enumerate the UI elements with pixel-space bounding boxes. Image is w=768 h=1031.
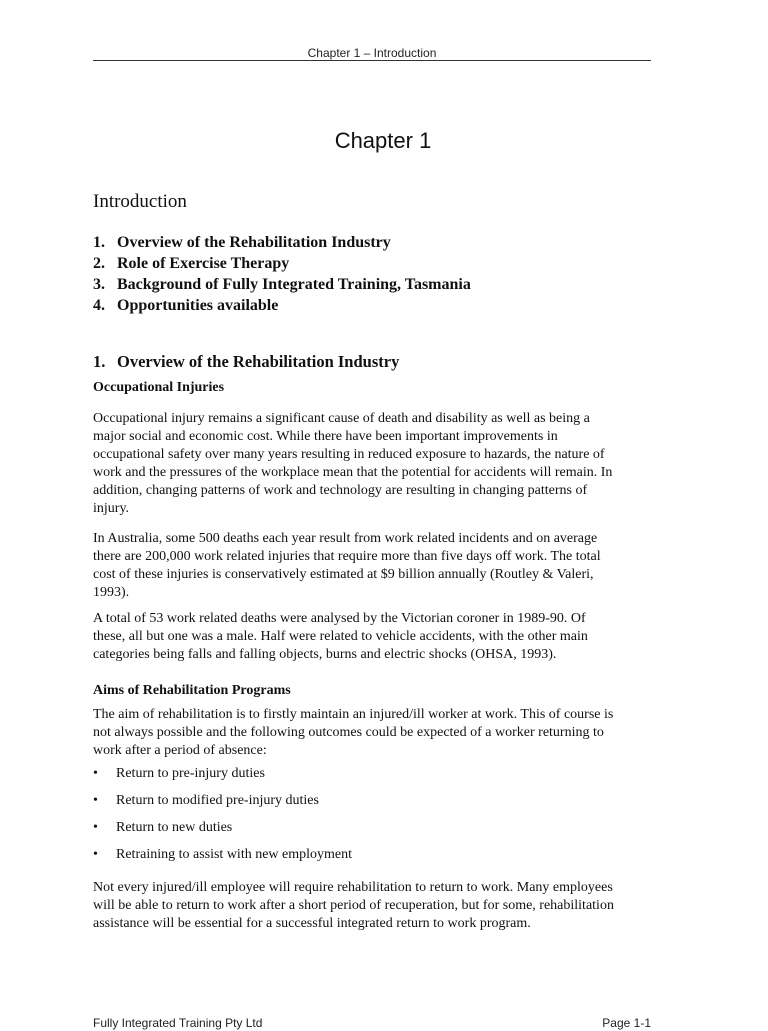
contents-item	[93, 232, 471, 253]
list-item-text: Return to new duties	[116, 820, 233, 835]
bullet-icon: •	[93, 847, 98, 862]
list-item	[93, 765, 352, 792]
subsection-heading-aims: Aims of Rehabilitation Programs	[93, 683, 291, 698]
section-number: 1.	[93, 352, 106, 371]
footer-page-number: Page 1-1	[602, 1016, 651, 1030]
contents-item-number: 2.	[93, 255, 105, 272]
list-item	[93, 846, 352, 873]
contents-item-number: 4.	[93, 297, 105, 314]
list-item-text: Return to pre-injury duties	[116, 766, 265, 781]
paragraph: The aim of rehabilitation is to firstly maintain an injured/ill worker at work. This of course is not always possible and the following outcomes could be expected of a worker returning to work after a period of absence:	[93, 707, 614, 758]
introduction-title: Introduction	[93, 191, 187, 212]
contents-item-label: Background of Fully Integrated Training, Tasmania	[117, 276, 471, 293]
contents-item-label: Overview of the Rehabilitation Industry	[117, 234, 391, 251]
bullet-icon: •	[93, 793, 98, 808]
list-item-text: Retraining to assist with new employment	[116, 847, 353, 862]
list-item	[93, 819, 352, 846]
chapter-heading: Chapter 1	[334, 128, 432, 153]
chapter-contents-list	[93, 232, 471, 316]
section-title: Overview of the Rehabilitation Industry	[117, 352, 400, 371]
section-heading	[93, 351, 399, 372]
contents-item	[93, 253, 471, 274]
footer-company: Fully Integrated Training Pty Ltd	[93, 1016, 263, 1030]
bullet-icon: •	[93, 766, 98, 781]
list-item	[93, 792, 352, 819]
running-header: Chapter 1 – Introduction	[307, 46, 437, 60]
contents-item-label: Opportunities available	[117, 297, 279, 314]
paragraph: Occupational injury remains a significant cause of death and disability as well as being a major social and economic cost. While there have been important improvements in occupational safety over many years resulting in reduced exposure to hazards, the nature of work and the pressures of the workplace mean that the potential for accidents will remain. In addition, changing patterns of work and technology are resulting in changing patterns of injury.	[93, 411, 613, 516]
contents-item	[93, 274, 471, 295]
contents-item-label: Role of Exercise Therapy	[117, 255, 290, 272]
contents-item-number: 3.	[93, 276, 105, 293]
bullet-icon: •	[93, 820, 98, 835]
paragraph: A total of 53 work related deaths were analysed by the Victorian coroner in 1989-90. Of these, all but one was a male. Half were related to vehicle accidents, with the other main categories being falls and falling objects, burns and electric shocks (OHSA, 1993).	[93, 611, 588, 662]
contents-item	[93, 295, 471, 316]
paragraph: In Australia, some 500 deaths each year result from work related incidents and on average there are 200,000 work related injuries that require more than five days off work. The total cost of these injuries is conservatively estimated at $9 billion annually (Routley & Valeri, 1993).	[93, 531, 601, 600]
subsection-heading-occupational-injuries: Occupational Injuries	[93, 380, 225, 395]
list-item-text: Return to modified pre-injury duties	[116, 793, 319, 808]
header-rule	[93, 60, 651, 61]
paragraph: Not every injured/ill employee will require rehabilitation to return to work. Many employees will be able to return to work after a short period of recuperation, but for some, rehabilitation assistance will be essential for a successful integrated return to work program.	[93, 880, 614, 931]
contents-item-number: 1.	[93, 234, 105, 251]
outcomes-list	[93, 765, 352, 873]
